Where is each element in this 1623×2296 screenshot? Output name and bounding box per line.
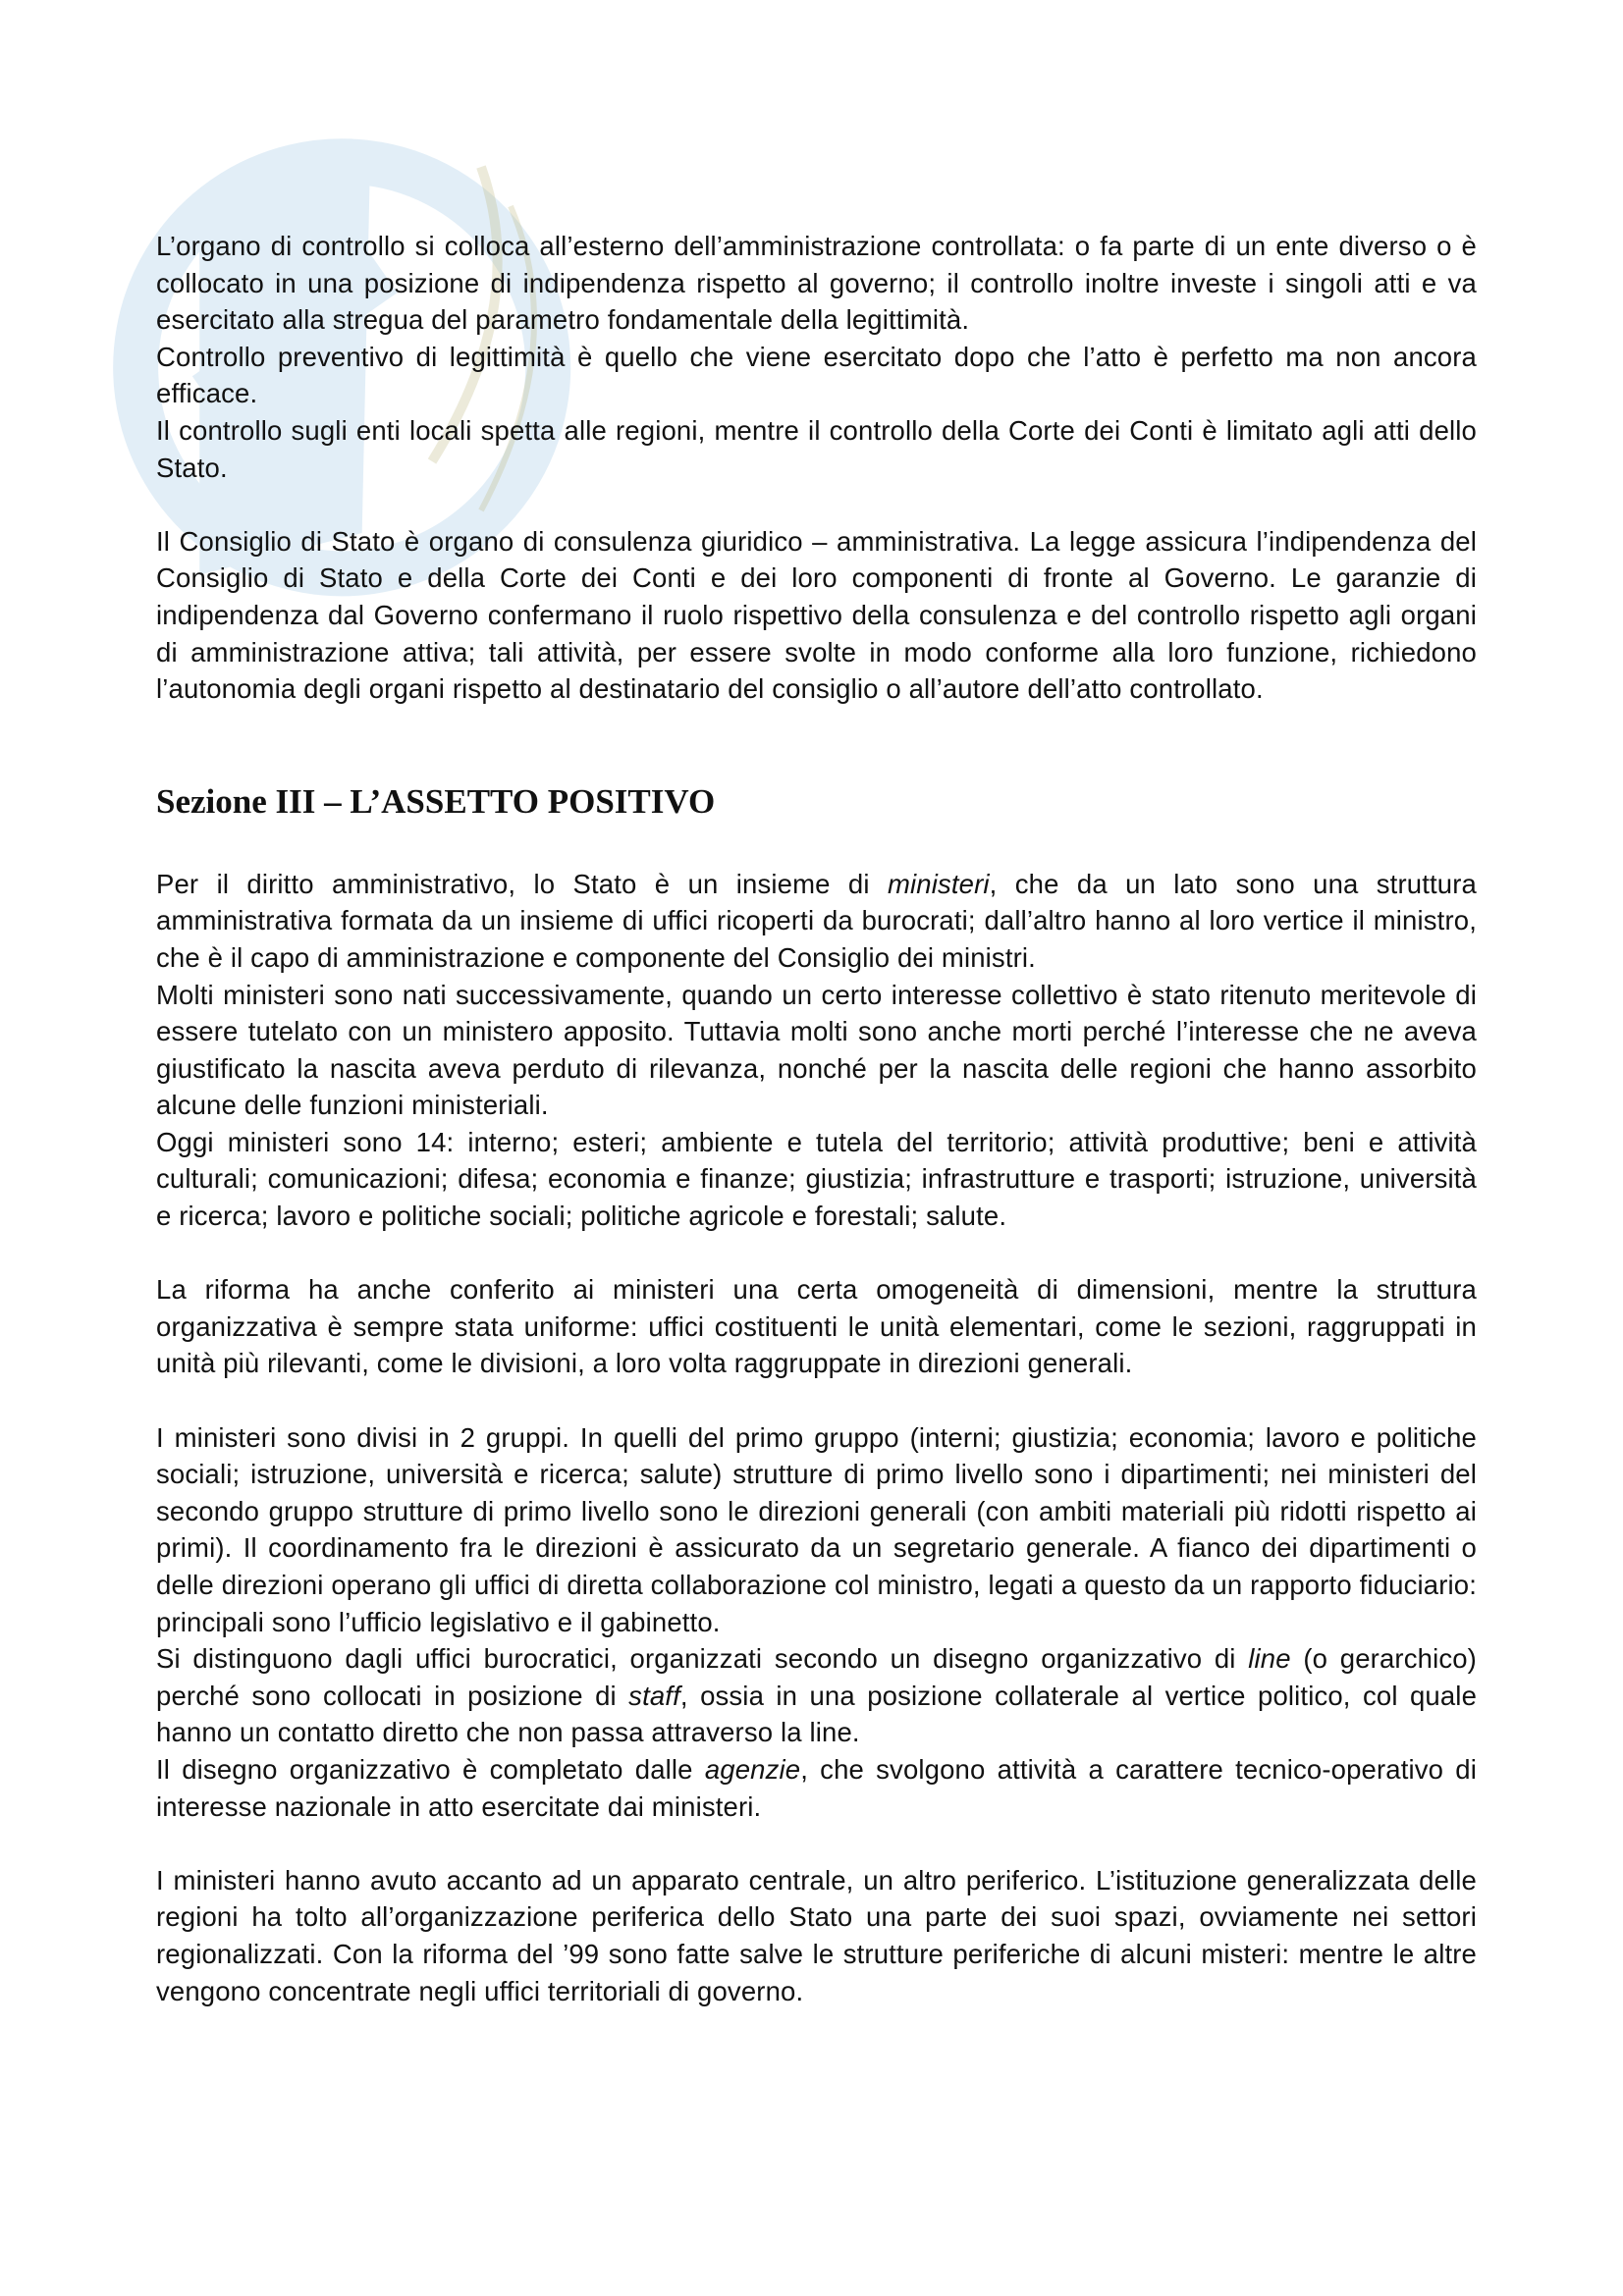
paragraph [156, 1751, 1477, 1825]
paragraph [156, 1419, 1477, 1641]
section-heading: Sezione III – L’ASSETTO POSITIVO [156, 781, 716, 821]
text-run: Il Consiglio di Stato è organo di consulenza giuridico – amministrativa. La legge assicura l’indipendenza del Consiglio di Stato e della Corte dei Conti e dei loro componenti di fronte al Governo. Le garanzie di indipendenza dal Governo confermano il ruolo rispettivo della consulenza e del controllo rispetto agli organi di amministrazione attiva; tali attività, per essere svolte in modo conforme alla loro funzione, richiedono l’autonomia degli organi rispetto al destinatario del consiglio o all’autore dell’atto controllato. [156, 525, 1477, 705]
text-run: , ossia in una posizione collaterale al vertice politico, col quale hanno un contatto diretto che non passa attraverso la line. [156, 1680, 1478, 1748]
paragraph [156, 1862, 1477, 2009]
paragraph [156, 1271, 1477, 1382]
text-run: (o gerarchico) perché sono collocati in posizione di [156, 1643, 1477, 1711]
text-run: Per il diritto amministrativo, lo Stato è un insieme di [156, 868, 888, 899]
text-run: Molti ministeri sono nati successivamente, quando un certo interesse collettivo è stato ritenuto meritevole di essere tutelato con un ministero apposito. Tuttavia molti sono anche morti perché l’interesse che ne aveva giustificato la nascita aveva perduto di rilevanza, nonché per la nascita delle regioni che hanno assorbito alcune delle funzioni ministeriali. [156, 979, 1477, 1121]
paragraph [156, 339, 1477, 412]
text-run: , che svolgono attività a carattere tecnico-operativo di interesse nazionale in atto esercitate dai ministeri. [156, 1753, 1477, 1822]
paragraph [156, 866, 1477, 977]
italic-term: agenzie [704, 1753, 801, 1785]
text-run: Oggi ministeri sono 14: interno; esteri; ambiente e tutela del territorio; attività produttive; beni e attività culturali; comunicazioni; difesa; economia e finanze; giustizia; infrastrutture e trasporti; istruzione, università e ricerca; lavoro e politiche sociali; politiche agricole e forestali; salute. [156, 1126, 1477, 1232]
paragraph [156, 228, 1477, 339]
paragraph [156, 523, 1477, 708]
text-run: Il controllo sugli enti locali spetta alle regioni, mentre il controllo della Corte dei Conti è limitato agli atti dello Stato. [156, 414, 1477, 483]
text-run: La riforma ha anche conferito ai ministeri una certa omogeneità di dimensioni, mentre la struttura organizzativa è sempre stata uniforme: uffici costituenti le unità elementari, come le sezioni, raggruppati in unità più rilevanti, come le divisioni, a loro volta raggruppate in direzioni generali. [156, 1274, 1477, 1379]
document-body [156, 228, 1477, 2009]
text-run: Controllo preventivo di legittimità è quello che viene esercitato dopo che l’atto è perfetto ma non ancora efficace. [156, 341, 1477, 409]
paragraph [156, 1640, 1477, 1751]
text-run: I ministeri hanno avuto accanto ad un apparato centrale, un altro periferico. L’istituzione generalizzata delle regioni ha tolto all’organizzazione periferica dello Stato una parte dei suoi spazi, ovviamente nei settori regionalizzati. Con la riforma del ’99 sono fatte salve le strutture periferiche di alcuni misteri: mentre le altre vengono concentrate negli uffici territoriali di governo. [156, 1864, 1477, 2006]
text-run: Il disegno organizzativo è completato dalle [156, 1753, 705, 1785]
paragraph [156, 412, 1477, 486]
text-run: , che da un lato sono una struttura amministrativa formata da un insieme di uffici ricoperti da burocrati; dall’altro hanno al loro vertice il ministro, che è il capo di amministrazione e componente del Consiglio dei ministri. [156, 868, 1477, 973]
text-run: I ministeri sono divisi in 2 gruppi. In quelli del primo gruppo (interni; giustizia; economia; lavoro e politiche sociali; istruzione, università e ricerca; salute) strutture di primo livello sono i dipartimenti; nei ministeri del secondo gruppo strutture di primo livello sono le direzioni generali (con ambiti materiali più ridotti rispetto ai primi). Il coordinamento fra le direzioni è assicurato da un segretario generale. A fianco dei dipartimenti o delle direzioni operano gli uffici di diretta collaborazione col ministro, legati a questo da un rapporto fiduciario: principali sono l’ufficio legislativo e il gabinetto. [156, 1421, 1477, 1637]
italic-term: line [1248, 1643, 1291, 1675]
paragraph [156, 977, 1477, 1124]
text-run: L’organo di controllo si colloca all’esterno dell’amministrazione controllata: o fa parte di un ente diverso o è collocato in una posizione di indipendenza rispetto al governo; il controllo inoltre investe i singoli atti e va esercitato alla stregua del parametro fondamentale della legittimità. [156, 231, 1477, 336]
italic-term: staff [628, 1680, 680, 1711]
text-run: Si distinguono dagli uffici burocratici, organizzati secondo un disegno organizzativo di [156, 1643, 1249, 1675]
italic-term: ministeri [887, 868, 990, 899]
paragraph [156, 1124, 1477, 1235]
